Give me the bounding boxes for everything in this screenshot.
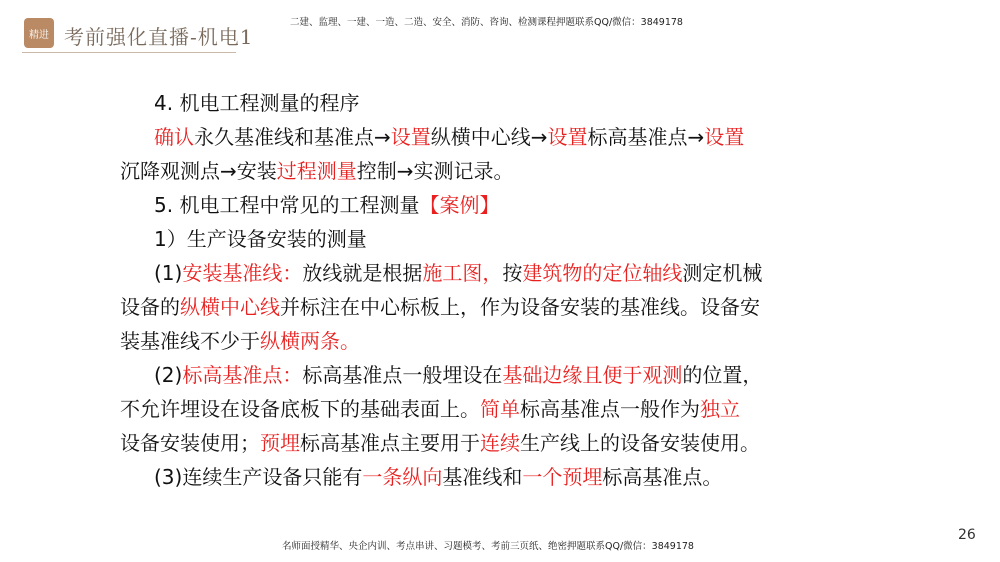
text-red: 设置 [704, 125, 745, 149]
logo-badge: 精进 [24, 18, 54, 48]
text: 标高基准点。 [602, 465, 723, 489]
text-red: 一个预埋 [522, 465, 603, 489]
text: 控制→实测记录。 [356, 159, 514, 183]
text: 设备的 [120, 295, 180, 319]
text-red: 设置 [547, 125, 588, 149]
text: 标高基准点一般作为 [520, 397, 700, 421]
text: 基准线和 [442, 465, 523, 489]
text: 生产线上的设备安装使用。 [520, 431, 760, 455]
text-red: 基础边缘且便于观测 [502, 363, 683, 387]
text-red: 过程测量 [276, 159, 357, 183]
text: 装基准线不少于 [120, 329, 260, 353]
item-2 [120, 358, 820, 392]
heading-5 [120, 188, 820, 222]
text: 沉降观测点→安装 [120, 159, 277, 183]
text-red: 纵横两条。 [260, 329, 360, 353]
item-1-cont-2 [120, 324, 820, 358]
text-red: 纵横中心线 [180, 295, 280, 319]
text-red: 确认 [154, 125, 194, 149]
item-1 [120, 256, 820, 290]
top-contact-text: 二建、监理、一建、一造、二造、安全、消防、咨询、检测课程押题联系QQ/微信：3849178 [290, 17, 683, 28]
page-number: 26 [958, 527, 976, 543]
text: (3)连续生产设备只能有 [154, 465, 363, 489]
text-red: 标高基准点： [182, 363, 303, 387]
text: (1) [154, 261, 183, 285]
paragraph-1-cont [120, 154, 820, 188]
text: 纵横中心线→ [430, 125, 548, 149]
text-red: 施工图， [422, 261, 503, 285]
item-3 [120, 460, 820, 494]
subheading-1: 1）生产设备安装的测量 [154, 227, 367, 251]
slide-content [120, 86, 820, 494]
item-1-cont [120, 290, 820, 324]
text: (2) [154, 363, 183, 387]
text-red: 独立 [700, 397, 740, 421]
text-red: 简单 [480, 397, 520, 421]
text: 永久基准线和基准点→ [194, 125, 391, 149]
text: 测定机械 [682, 261, 763, 285]
text: 按 [502, 261, 523, 285]
text: 不允许埋设在设备底板下的基础表面上。 [120, 397, 480, 421]
text-red: 安装基准线： [182, 261, 303, 285]
text: 的位置， [682, 363, 763, 387]
text-red: 一条纵向 [362, 465, 443, 489]
bottom-contact-text: 名师面授精华、央企内训、考点串讲、习题模考、考前三页纸、绝密押题联系QQ/微信：3849178 [282, 541, 694, 552]
text: 5. 机电工程中常见的工程测量 [154, 193, 420, 217]
text-red: 设置 [390, 125, 431, 149]
text-red: 建筑物的定位轴线 [522, 261, 683, 285]
text: 标高基准点主要用于 [300, 431, 480, 455]
text-red: 连续 [480, 431, 520, 455]
heading-4: 4. 机电工程测量的程序 [154, 91, 360, 115]
case-tag: 【案例】 [419, 193, 500, 217]
course-title: 考前强化直播-机电1 [64, 25, 254, 49]
paragraph-1 [120, 120, 820, 154]
text: 标高基准点→ [587, 125, 705, 149]
text-red: 预埋 [260, 431, 300, 455]
item-2-cont [120, 392, 820, 426]
text: 设备安装使用； [120, 431, 260, 455]
header-underline [22, 52, 236, 53]
text: 标高基准点一般埋设在 [302, 363, 503, 387]
text: 并标注在中心标板上，作为设备安装的基准线。设备安 [280, 295, 760, 319]
text: 放线就是根据 [302, 261, 423, 285]
item-2-cont-2 [120, 426, 820, 460]
